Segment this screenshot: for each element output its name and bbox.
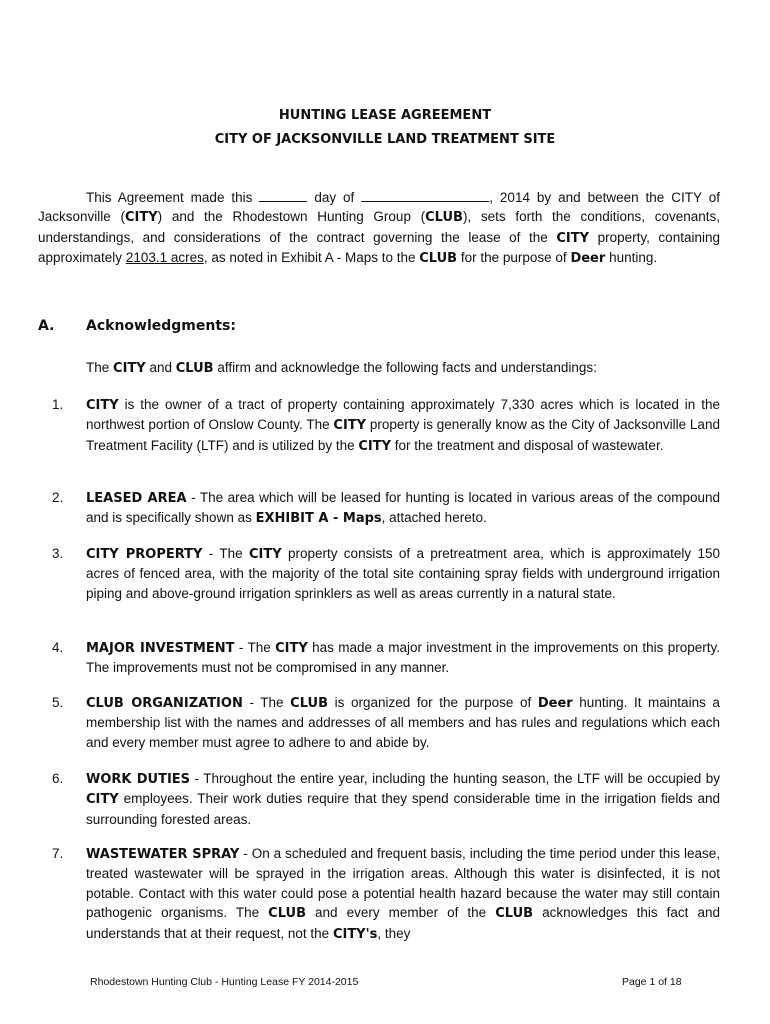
section-name: Acknowledgments: <box>86 318 236 334</box>
list-item: 3. CITY PROPERTY - The CITY property consists of a pretreatment area, which is approximately 150 acres of fenced area, with the majority of the total site containing spray fields with underground irrigation piping and above-ground irrigation sprinklers as well as areas currently in a natural state. <box>52 546 721 601</box>
page-number: Page 1 of 18 <box>622 976 682 988</box>
intro-paragraph: This Agreement made this day of , 2014 by and between the CITY of Jacksonville (CITY) and the Rhodestown Hunting Group (CLUB), sets forth the conditions, covenants, understandings, and considerations of the contract governing the lease of the CITY property, containing approximately 2103.1 acres, as noted in Exhibit A - Maps to the CLUB for the purpose of Deer hunting. <box>38 190 721 267</box>
document-subtitle: CITY OF JACKSONVILLE LAND TREATMENT SITE <box>214 132 556 147</box>
month-blank <box>361 189 489 202</box>
section-letter: A. <box>38 318 55 334</box>
list-item: 4. MAJOR INVESTMENT - The CITY has made a major investment in the improvements on this property. The improvements must not be compromised in any manner. <box>52 640 721 676</box>
document-title: HUNTING LEASE AGREEMENT <box>278 108 492 123</box>
acres-value: 2103.1 acres <box>125 250 204 266</box>
footer-text: Rhodestown Hunting Club - Hunting Lease FY 2014-2015 <box>90 976 359 988</box>
list-item: 7. WASTEWATER SPRAY - On a scheduled and frequent basis, including the time period under this lease, treated wastewater will be sprayed in the irrigation areas. Although this water is disinfected, it is not potable. Contact with this water could pose a potential health hazard because the water may still contain pathogenic organisms. The CLUB and every member of the CLUB acknowledges this fact and understands that at their request, not the CITY's, they <box>52 846 720 942</box>
list-item: 5. CLUB ORGANIZATION - The CLUB is organized for the purpose of Deer hunting. It maintains a membership list with the names and addresses of all members and has rules and regulations which each and every member must agree to adhere to and abide by. <box>52 695 720 750</box>
list-item: 2. LEASED AREA - The area which will be leased for hunting is located in various areas of the compound and is specifically shown as EXHIBIT A - Maps, attached hereto. <box>52 490 720 527</box>
day-blank <box>259 189 307 202</box>
list-item: 6. WORK DUTIES - Throughout the entire year, including the hunting season, the LTF will be occupied by CITY employees. Their work duties require that they spend considerable time in the irrigation fields and surrounding forested areas. <box>52 771 720 827</box>
acknowledgment-intro: The CITY and CLUB affirm and acknowledge the following facts and understandings: <box>86 360 597 376</box>
list-item: 1. CITY is the owner of a tract of property containing approximately 7,330 acres which is located in the northwest portion of Onslow County. The CITY property is generally know as the City of Jacksonville Land Treatment Facility (LTF) and is utilized by the CITY for the treatment and disposal of wastewater. <box>52 397 720 454</box>
